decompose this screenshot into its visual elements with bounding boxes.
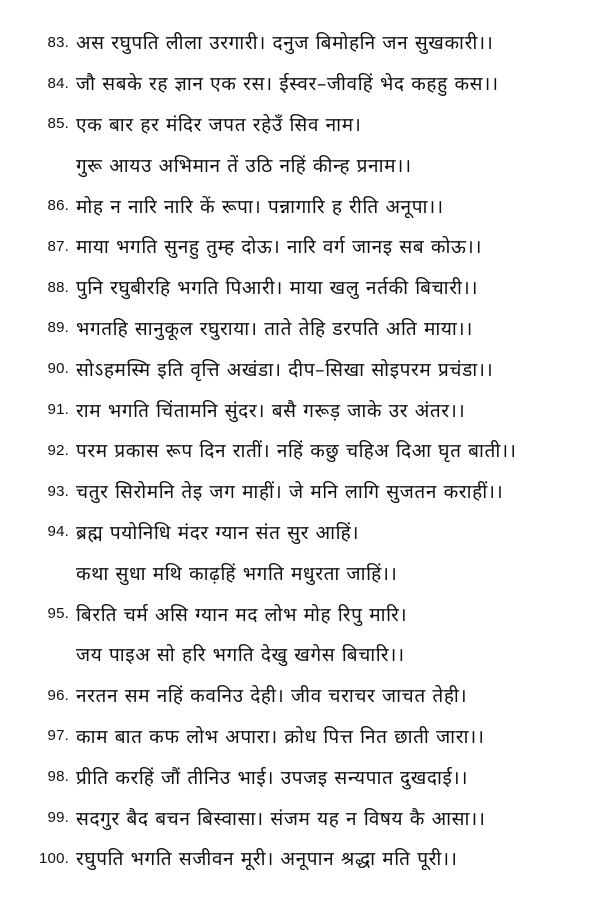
verse-line (0, 185, 600, 226)
verse-text: बिरति चर्म असि ग्यान मद लोभ मोह रिपु मारि। (76, 603, 408, 626)
verse-number: 91. (47, 401, 69, 419)
verse-line (0, 348, 600, 389)
verse-number: 94. (47, 523, 69, 541)
verse-number: 97. (47, 727, 69, 745)
verse-line (0, 226, 600, 267)
verse-number: 86. (47, 197, 69, 215)
verse-number: 88. (47, 278, 69, 296)
verse-number: 99. (47, 809, 69, 827)
verse-number: 92. (47, 441, 69, 459)
verse-line (0, 389, 600, 430)
verse-text: परम प्रकास रूप दिन रातीं। नहिं कछु चहिअ दिआ घृत बाती।। (76, 440, 517, 463)
verse-number: 90. (47, 360, 69, 378)
verse-text: चतुर सिरोमनि तेइ जग माहीं। जे मनि लागि सुजतन कराहीं।। (76, 481, 504, 504)
verse-line (0, 756, 600, 797)
verse-line (0, 430, 600, 471)
verse-line (0, 716, 600, 757)
verse-line (0, 267, 600, 308)
verse-line (0, 512, 600, 553)
verse-text: सदगुर बैद बचन बिस्वासा। संजम यह न विषय कै आसा।। (76, 807, 486, 830)
verse-number: 98. (47, 768, 69, 786)
verse-text: प्रीति करहिं जौं तीनिउ भाई। उपजइ सन्यपात दुखदाई।। (76, 766, 469, 789)
verse-line (0, 838, 600, 879)
verse-text: कथा सुधा मथि काढ़हिं भगति मधुरता जाहिं।। (76, 562, 398, 585)
verse-number: 85. (47, 115, 69, 133)
verse-text: गुरू आयउ अभिमान तें उठि नहिं कीन्ह प्रनाम।। (76, 154, 412, 177)
verse-text: सोऽहमस्मि इति वृत्ति अखंडा। दीप–सिखा सोइपरम प्रचंडा।। (76, 358, 494, 381)
verse-text: पुनि रघुबीरहि भगति पिआरी। माया खलु नर्तकी बिचारी।। (76, 277, 479, 300)
verse-number: 87. (47, 237, 69, 255)
verse-text: नरतन सम नहिं कवनिउ देही। जीव चराचर जाचत तेही। (76, 685, 468, 708)
verse-number: 100. (39, 849, 69, 867)
verse-line (0, 63, 600, 104)
verse-text: अस रघुपति लीला उरगारी। दनुज बिमोहनि जन सुखकारी।। (76, 32, 494, 55)
verse-line (0, 797, 600, 838)
verse-text: ब्रह्म पयोनिधि मंदर ग्यान संत सुर आहिं। (76, 521, 360, 544)
verse-line (0, 634, 600, 675)
verse-text: राम भगति चिंतामनि सुंदर। बसै गरूड़ जाके उर अंतर।। (76, 399, 466, 422)
verse-text: माया भगति सुनहु तुम्ह दोऊ। नारि वर्ग जानइ सब कोऊ।। (76, 236, 483, 259)
verse-line (0, 144, 600, 185)
verse-text: जौ सबके रह ज्ञान एक रस। ईस्वर–जीवहिं भेद कहहु कस।। (76, 73, 499, 96)
verse-line (0, 22, 600, 63)
verse-number: 89. (47, 319, 69, 337)
verse-number: 93. (47, 482, 69, 500)
verse-text: रघुपति भगति सजीवन मूरी। अनूपान श्रद्धा मति पूरी।। (76, 848, 458, 871)
verse-text: काम बात कफ लोभ अपारा। क्रोध पित्त नित छाती जारा।। (76, 725, 485, 748)
verse-line (0, 552, 600, 593)
verse-number: 84. (47, 74, 69, 92)
verse-number: 95. (47, 605, 69, 623)
verse-text: मोह न नारि नारि कें रूपा। पन्नागारि ह रीति अनूपा।। (76, 195, 444, 218)
verse-line (0, 104, 600, 145)
verse-number: 83. (47, 33, 69, 51)
verse-text: जय पाइअ सो हरि भगति देखु खगेस बिचारि।। (76, 644, 405, 667)
verse-text: एक बार हर मंदिर जपत रहेउँ सिव नाम। (76, 113, 362, 136)
verse-line (0, 593, 600, 634)
verse-line (0, 471, 600, 512)
verse-line (0, 675, 600, 716)
verse-list (0, 22, 600, 879)
verse-number: 96. (47, 686, 69, 704)
verse-text: भगतहि सानुकूल रघुराया। ताते तेहि डरपति अति माया।। (76, 317, 473, 340)
verse-line (0, 308, 600, 349)
